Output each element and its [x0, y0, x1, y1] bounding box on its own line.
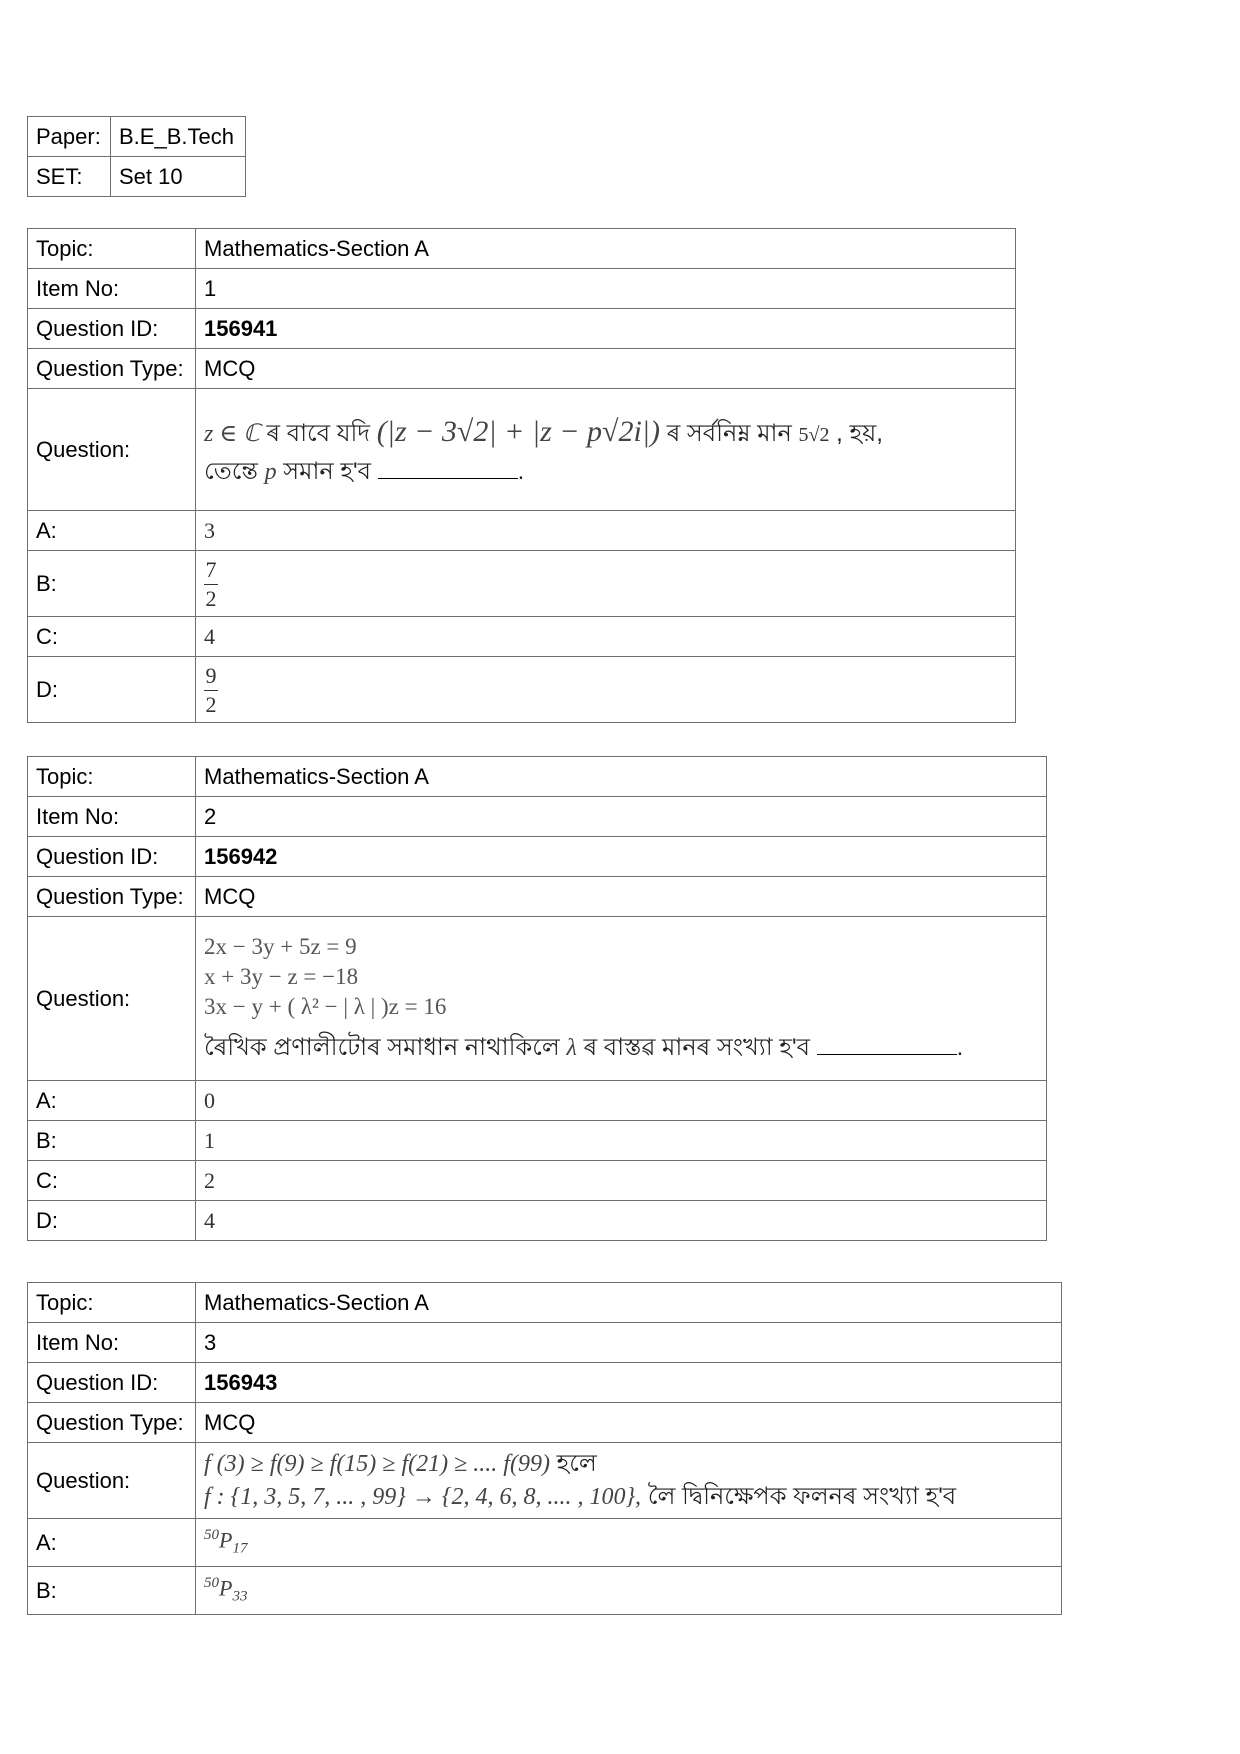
q2-item-row — [28, 797, 1047, 837]
q2-option-b: 1 — [196, 1121, 1047, 1161]
q2-question-row — [28, 917, 1047, 1081]
question-id-label: Question ID: — [28, 837, 196, 877]
set-value: Set 10 — [111, 157, 246, 197]
q1-option-b-row — [28, 551, 1016, 617]
q1-option-d-denominator: 2 — [205, 691, 217, 717]
q3-option-b — [196, 1567, 1062, 1615]
q2-equation-3: 3x − y + ( λ² − | λ | )z = 16 — [204, 993, 447, 1019]
question-label: Question: — [28, 917, 196, 1081]
q1-option-b — [196, 551, 1016, 617]
q1-item-row — [28, 269, 1016, 309]
q2-equation-1: 2x − 3y + 5z = 9 — [204, 933, 357, 959]
option-c-label: C: — [28, 1161, 196, 1201]
option-b-label: B: — [28, 1121, 196, 1161]
topic-label: Topic: — [28, 1283, 196, 1323]
q1-option-c: 4 — [196, 617, 1016, 657]
question-2-table — [27, 756, 1047, 1241]
q3-question-type: MCQ — [196, 1403, 1062, 1443]
q2-question-id: 156942 — [196, 837, 1047, 877]
q2-text-a: ৰৈখিক প্ৰণালীটোৰ সমাধান নাথাকিলে — [204, 1033, 560, 1061]
q1-option-b-denominator: 2 — [205, 585, 217, 611]
q2-option-d-row — [28, 1201, 1047, 1241]
q1-option-a-row — [28, 511, 1016, 551]
q3-type-row — [28, 1403, 1062, 1443]
question-id-label: Question ID: — [28, 309, 196, 349]
fraction-bar — [204, 584, 218, 585]
option-d-label: D: — [28, 657, 196, 723]
paper-header-table — [27, 116, 246, 197]
fraction-bar — [204, 690, 218, 691]
q1-question-row — [28, 389, 1016, 511]
option-b-label: B: — [28, 551, 196, 617]
option-c-label: C: — [28, 617, 196, 657]
q1-option-d-row — [28, 657, 1016, 723]
q1-question-type: MCQ — [196, 349, 1016, 389]
question-id-label: Question ID: — [28, 1363, 196, 1403]
q2-topic-value: Mathematics-Section A — [196, 757, 1047, 797]
question-type-label: Question Type: — [28, 349, 196, 389]
q1-text-then: তেন্তে — [204, 458, 258, 485]
q3-function-map: f : {1, 3, 5, 7, ... , 99} → {2, 4, 6, 8, .... , 100}, — [204, 1483, 642, 1510]
q2-item-no: 2 — [196, 797, 1047, 837]
q3-text-if: হলে — [556, 1450, 597, 1478]
q2-option-c-row — [28, 1161, 1047, 1201]
q1-text-equal: সমান হ'ব — [283, 458, 371, 485]
q1-option-b-numerator: 7 — [205, 557, 217, 583]
q3-topic-value: Mathematics-Section A — [196, 1283, 1062, 1323]
q2-text-b: ৰ বাস্তৱ মানৰ সংখ্যা হ'ব — [583, 1033, 810, 1061]
question-1-table — [27, 228, 1016, 723]
q1-option-d-numerator: 9 — [205, 663, 217, 689]
q3-option-a-n: 50 — [204, 1527, 219, 1544]
q3-option-b-n: 50 — [204, 1575, 219, 1592]
q3-item-no: 3 — [196, 1323, 1062, 1363]
q2-question-body — [196, 917, 1047, 1081]
q3-question-id: 156943 — [196, 1363, 1062, 1403]
q2-option-c: 2 — [196, 1161, 1047, 1201]
q1-text-a: ৰ বাবে যদি — [266, 420, 371, 447]
option-b-label: B: — [28, 1567, 196, 1615]
q1-option-d — [196, 657, 1016, 723]
q3-item-row — [28, 1323, 1062, 1363]
question-3-table — [27, 1282, 1062, 1615]
q2-equation-2: x + 3y − z = −18 — [204, 963, 359, 989]
q3-topic-row — [28, 1283, 1062, 1323]
q1-topic-value: Mathematics-Section A — [196, 229, 1016, 269]
set-label: SET: — [28, 157, 111, 197]
item-no-label: Item No: — [28, 269, 196, 309]
q1-min-value: 5√2 — [798, 424, 830, 446]
q3-option-a-p: P — [219, 1527, 233, 1553]
q3-option-b-row — [28, 1567, 1062, 1615]
q1-var-p: p — [264, 459, 277, 485]
q1-item-no: 1 — [196, 269, 1016, 309]
q1-answer-blank — [378, 477, 518, 479]
q1-expression: (|z − 3√2| + |z − p√2i|) — [376, 415, 661, 448]
q1-option-c-row — [28, 617, 1016, 657]
q3-line-2 — [204, 1481, 1053, 1513]
q1-id-row — [28, 309, 1016, 349]
question-type-label: Question Type: — [28, 1403, 196, 1443]
q3-id-row — [28, 1363, 1062, 1403]
q3-text-count: লৈ দ্বিনিক্ষেপক ফলনৰ সংখ্যা হ'ব — [647, 1482, 957, 1510]
paper-label: Paper: — [28, 117, 111, 157]
q2-question-text — [204, 1030, 1038, 1066]
option-a-label: A: — [28, 1519, 196, 1567]
q1-line-2 — [204, 454, 1007, 490]
q3-line-1 — [204, 1448, 1053, 1480]
paper-value: B.E_B.Tech — [111, 117, 246, 157]
question-label: Question: — [28, 1443, 196, 1519]
item-no-label: Item No: — [28, 797, 196, 837]
q2-id-row — [28, 837, 1047, 877]
q1-end: . — [517, 458, 525, 485]
q3-option-b-r: 33 — [232, 1588, 248, 1605]
question-type-label: Question Type: — [28, 877, 196, 917]
option-a-label: A: — [28, 1081, 196, 1121]
q1-type-row — [28, 349, 1016, 389]
q2-option-b-row — [28, 1121, 1047, 1161]
option-a-label: A: — [28, 511, 196, 551]
q1-text-c: , হয়, — [836, 420, 883, 447]
item-no-label: Item No: — [28, 1323, 196, 1363]
q3-option-a-row — [28, 1519, 1062, 1567]
paper-row — [28, 117, 246, 157]
q1-topic-row — [28, 229, 1016, 269]
q2-option-a: 0 — [196, 1081, 1047, 1121]
q3-question-body — [196, 1443, 1062, 1519]
q1-question-body — [196, 389, 1016, 511]
q2-topic-row — [28, 757, 1047, 797]
q3-option-b-p: P — [219, 1575, 233, 1601]
q2-answer-blank — [817, 1053, 957, 1055]
topic-label: Topic: — [28, 757, 196, 797]
q2-option-a-row — [28, 1081, 1047, 1121]
q2-end: . — [956, 1033, 964, 1061]
q2-var-lambda: λ — [566, 1034, 577, 1061]
q1-text-b: ৰ সৰ্বনিম্ন মান — [666, 420, 792, 447]
set-row — [28, 157, 246, 197]
q2-type-row — [28, 877, 1047, 917]
q1-question-id: 156941 — [196, 309, 1016, 349]
topic-label: Topic: — [28, 229, 196, 269]
q3-question-row — [28, 1443, 1062, 1519]
q2-question-type: MCQ — [196, 877, 1047, 917]
q3-option-a — [196, 1519, 1062, 1567]
option-d-label: D: — [28, 1201, 196, 1241]
q2-option-d: 4 — [196, 1201, 1047, 1241]
q1-line-1 — [204, 409, 1007, 454]
q3-inequality: f (3) ≥ f(9) ≥ f(15) ≥ f(21) ≥ .... f(99) — [204, 1451, 550, 1478]
q1-option-d-fraction — [204, 664, 218, 715]
question-label: Question: — [28, 389, 196, 511]
q3-option-a-r: 17 — [232, 1540, 248, 1557]
q1-option-b-fraction — [204, 558, 218, 609]
q1-math-z: z ∈ ℂ — [204, 421, 260, 447]
q1-option-a: 3 — [196, 511, 1016, 551]
